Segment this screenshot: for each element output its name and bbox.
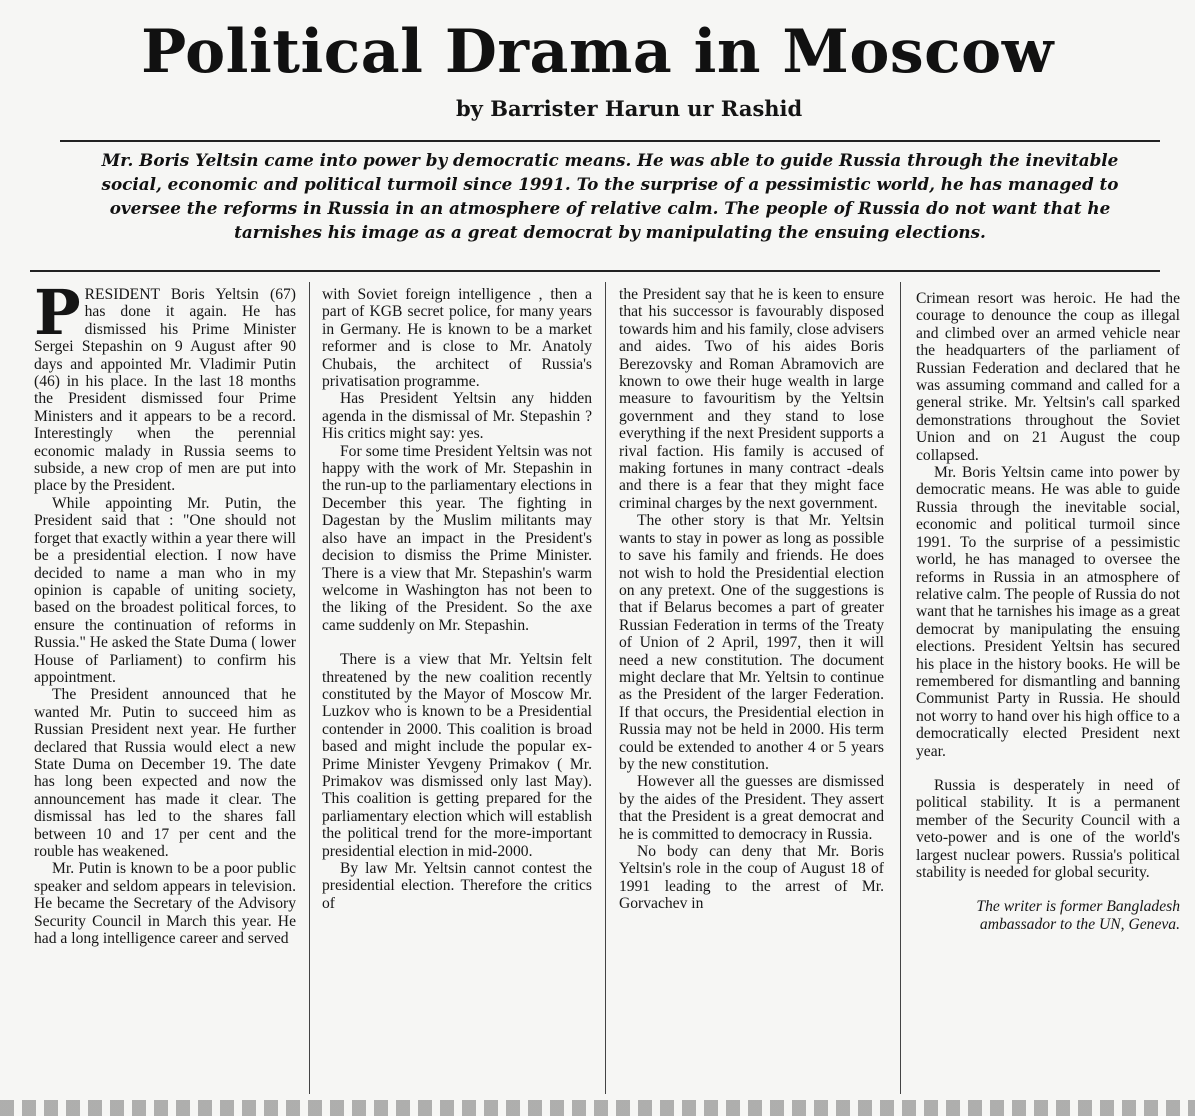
column-1-paragraph-2: While appointing Mr. Putin, the President said that : "One should not forget that exactly within a year there will be a presidential election. I now have decided to name a man who in my opinion is capable of uniting society, based on the broadest political forces, to ensure the continuation of reforms in Russia." He asked the State Duma ( lower House of Parliament) to confirm his appointment. (34, 494, 296, 686)
column-4 (916, 290, 1180, 933)
column-3-paragraph-2: The other story is that Mr. Yeltsin wants to stay in power as long as possible to save his family and friends. He does not wish to hold the Presidential election on any pretext. One of the suggestions is that if Belarus becomes a part of greater Russian Federation in terms of the Treaty of Union of 2 April, 1997, then it will need a new constitution. The document might declare that Mr. Yeltsin to continue as the President of the larger Federation. If that occurs, the Presidential election in Russia may not be held in 2000. His term could be extended to another 4 or 5 years by the new constitution. (619, 512, 884, 773)
column-2-paragraph-4: There is a view that Mr. Yeltsin felt threatened by the new coalition recently constituted by the Mayor of Moscow Mr. Luzkov who is known to be a Presidential contender in 2000. This coalition is broad based and might include the popular ex-Prime Minister Yevgeny Primakov ( Mr. Primakov was dismissed only last May). This coalition is getting prepared for the parliamentary election which will establish the political trend for the more-important presidential election in mid-2000. (322, 651, 592, 860)
article-title: Political Drama in Moscow (141, 17, 1054, 87)
column-2-paragraph-3: For some time President Yeltsin was not happy with the work of Mr. Stepashin in the run-up to the parliamentary elections in December this year. The fighting in Dagestan by the Muslim militants may also have an impact in the President's decision to dismiss the Prime Minister. There is a view that Mr. Stepashin's warm welcome in Washington has not been to the liking of the President. So the axe came suddenly on Mr. Stepashin. (322, 442, 592, 634)
summary-divider (30, 270, 1160, 272)
column-4-paragraph-2: Mr. Boris Yeltsin came into power by democratic means. He was able to guide Russia through the inevitable social, economic and political turmoil since 1991. To the surprise of a pessimistic world, he has managed to oversee the reforms in Russia in an atmosphere of relative calm. The people of Russia do not want that he tarnishes his image as a great democrat by manipulating the ensuing elections. President Yeltsin has secured his place in the history books. He will be remembered for dismantling and banning Communist Party in Russia. He should not worry to hand over his high office to a democratically elected President next year. (916, 464, 1180, 760)
column-1-paragraph-4: Mr. Putin is known to be a poor public speaker and seldom appears in television. He became the Secretary of the Advisory Security Council in March this year. He had a long intelligence career and served (34, 860, 296, 948)
column-2 (322, 286, 592, 912)
column-3 (619, 286, 884, 913)
column-rule-2 (605, 282, 606, 1094)
column-3-paragraph-4: No body can deny that Mr. Boris Yeltsin's role in the coup of August 18 of 1991 leading to the arrest of Mr. Gorvachev in (619, 843, 884, 913)
column-4-paragraph-3: Russia is desperately in need of political stability. It is a permanent member of the Security Council with a veto-power and is one of the world's largest nuclear powers. Russia's political stability is needed for global security. (916, 776, 1180, 881)
column-1 (34, 276, 296, 948)
column-1-paragraph (34, 276, 296, 495)
lead-paragraph: RESIDENT Boris Yeltsin (67) has done it again. He has dismissed his Prime Minister Sergei Stepashin on 9 August after 90 days and appointed Mr. Vladimir Putin (46) in his place. In the last 18 months the President dismissed four Prime Ministers and it appears to be a record. Interestingly when the perennial economic malady in Russia seems to subside, a new crop of men are put into place by the President. (34, 286, 296, 495)
column-1-paragraph-3: The President announced that he wanted Mr. Putin to succeed him as Russian President next year. He further declared that Russia would elect a new State Duma on December 19. The date has long been expected and now the announcement has made it clear. The dismissal has led to the shares fall between 10 and 17 per cent and the rouble has weakened. (34, 686, 296, 860)
column-rule-1 (309, 282, 310, 1094)
column-3-paragraph-1: the President say that he is keen to ensure that his successor is favourably disposed towards him and his family, close advisers and aides. Two of his aides Boris Berezovsky and Roman Abramovich are known to owe their huge wealth in large measure to favouritism by the Yeltsin government and they stand to lose everything if the next President supports a rival faction. His family is accused of making fortunes in many contract -deals and there is a fear that they might face criminal charges by the next government. (619, 286, 884, 512)
article-summary (70, 148, 1150, 244)
top-divider (60, 140, 1160, 142)
next-headline-fragment (0, 1100, 1195, 1116)
column-rule-3 (900, 282, 901, 1094)
column-3-paragraph-3: However all the guesses are dismissed by the aides of the President. They assert that the President is a great democrat and he is committed to democracy in Russia. (619, 773, 884, 843)
column-2-paragraph-5: By law Mr. Yeltsin cannot contest the presidential election. Therefore the critics of (322, 860, 592, 912)
column-4-paragraph-1: Crimean resort was heroic. He had the courage to denounce the coup as illegal and climbed over an armed vehicle near the headquarters of the parliament of Russian Federation and declared that he was assuming command and called for a general strike. Mr. Yeltsin's call sparked demonstrations throughout the Soviet Union and on 21 August the coup collapsed. (916, 290, 1180, 464)
article-byline: by Barrister Harun ur Rashid (456, 96, 803, 121)
drop-cap: P (34, 276, 81, 349)
column-2-paragraph-1: with Soviet foreign intelligence , then a part of KGB secret police, for many years in Germany. He is known to be a market reformer and is close to Mr. Anatoly Chubais, the architect of Russia's privatisation programme. (322, 286, 592, 391)
summary-text: Mr. Boris Yeltsin came into power by democratic means. He was able to guide Russia through the inevitable social, economic and political turmoil since 1991. To the surprise of a pessimistic world, he has managed to oversee the reforms in Russia in an atmosphere of relative calm. The people of Russia do not want that he tarnishes his image as a great democrat by manipulating the ensuing elections. (101, 150, 1119, 242)
column-2-paragraph-2: Has President Yeltsin any hidden agenda in the dismissal of Mr. Stepashin ? His critics might say: yes. (322, 390, 592, 443)
writer-note: The writer is former Bangladesh ambassador to the UN, Geneva. (976, 898, 1180, 933)
